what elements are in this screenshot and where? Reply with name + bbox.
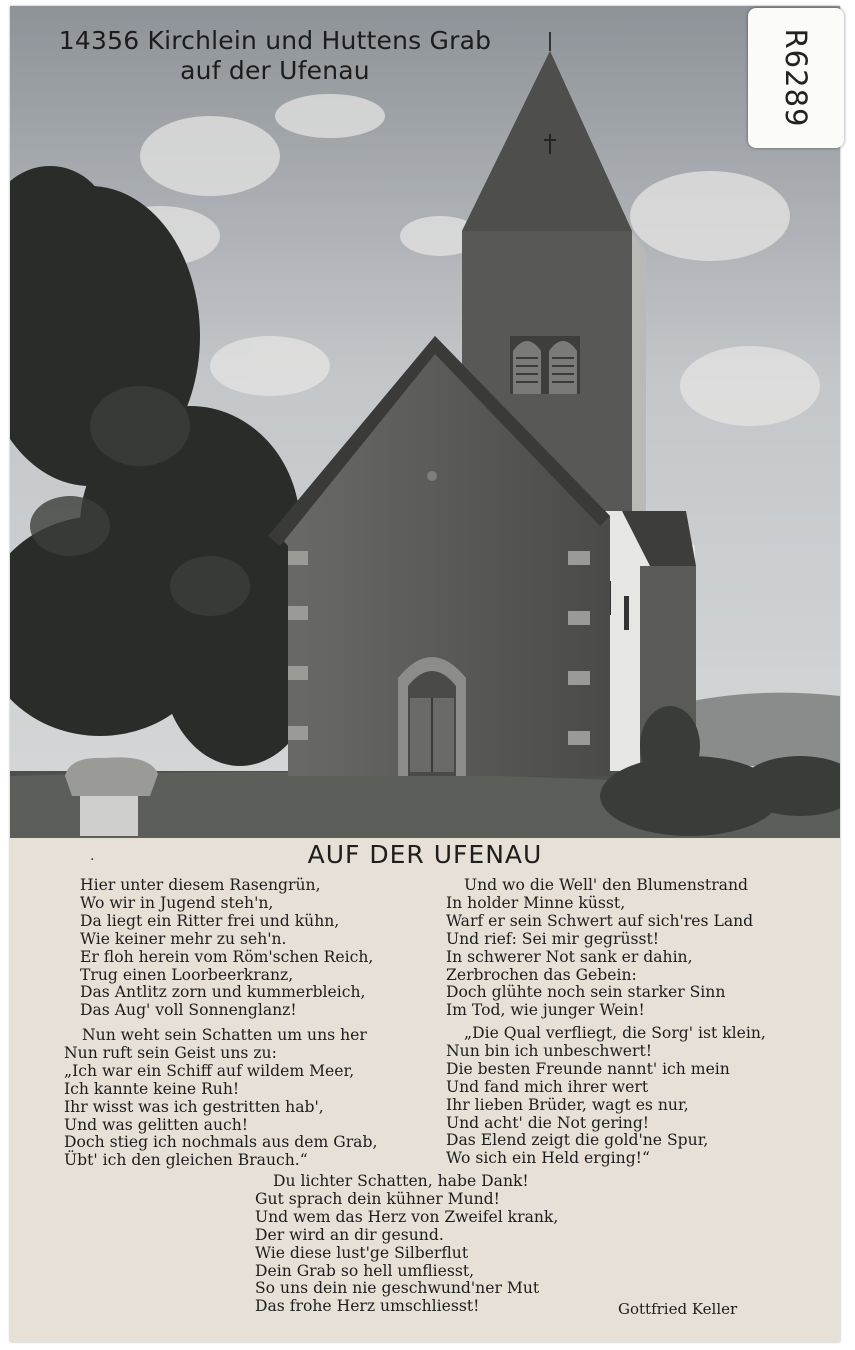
poem-line: Und rief: Sei mir gegrüsst!	[446, 929, 660, 948]
poem-line: Übt' ich den gleichen Brauch.“	[64, 1151, 308, 1170]
poem-line: Ihr wisst was ich gestritten hab',	[64, 1097, 324, 1116]
poem-line: Wie diese lust'ge Silberflut	[255, 1243, 469, 1262]
poem-line: Dein Grab so hell umfliesst,	[255, 1261, 475, 1280]
dot-mark: ·	[90, 852, 95, 868]
inventory-number: R6289	[779, 28, 813, 128]
poem-author: Gottfried Keller	[618, 1300, 738, 1318]
caption-line: 14356 Kirchlein und Huttens Grab	[58, 26, 492, 55]
stanza	[446, 1025, 766, 1168]
poem-line: Zerbrochen das Gebein:	[446, 965, 637, 984]
poem-line: Das Elend zeigt die gold'ne Spur,	[446, 1131, 709, 1150]
photo-caption	[10, 26, 540, 86]
poem-line: Doch glühte noch sein starker Sinn	[446, 983, 726, 1002]
poem-line: In holder Minne küsst,	[446, 893, 626, 912]
stanza	[80, 877, 373, 1020]
stanza	[446, 877, 753, 1020]
poem-line: Ich kannte keine Ruh!	[64, 1079, 240, 1098]
poem-line: Der wird an dir gesund.	[255, 1225, 444, 1244]
poem-line: Wie keiner mehr zu seh'n.	[80, 929, 287, 948]
poem-line: Das Antlitz zorn und kummerbleich,	[80, 983, 366, 1002]
poem-line: Wo wir in Jugend steh'n,	[80, 893, 274, 912]
poem-line: Und wo die Well' den Blumenstrand	[464, 876, 748, 894]
poem-line: Du lichter Schatten, habe Dank!	[273, 1172, 529, 1190]
poem-line: Wo sich ein Held erging!“	[446, 1149, 650, 1168]
poem-line: Nun bin ich unbeschwert!	[446, 1041, 653, 1060]
inventory-label	[748, 8, 844, 148]
poem-line: „Ich war ein Schiff auf wildem Meer,	[64, 1061, 355, 1080]
poem-line: Nun ruft sein Geist uns zu:	[64, 1043, 277, 1062]
caption-line: auf der Ufenau	[180, 56, 370, 85]
stanza	[255, 1173, 558, 1316]
poem-line: Das Aug' voll Sonnenglanz!	[80, 1001, 297, 1020]
stanza	[64, 1027, 377, 1170]
poem-line: Das frohe Herz umschliesst!	[255, 1297, 480, 1316]
poem-line: Ihr lieben Brüder, wagt es nur,	[446, 1095, 689, 1114]
poem-line: Gut sprach dein kühner Mund!	[255, 1189, 500, 1208]
poem-line: Und wem das Herz von Zweifel krank,	[255, 1207, 559, 1226]
poem-line: Die besten Freunde nannt' ich mein	[446, 1059, 730, 1078]
poem-title: AUF DER UFENAU	[307, 840, 543, 869]
church-photograph	[10, 6, 840, 838]
poem-line: „Die Qual verfliegt, die Sorg' ist klein,	[464, 1024, 766, 1042]
poem-line: Und acht' die Not gering!	[446, 1113, 650, 1132]
poem-line: Trug einen Loorbeerkranz,	[80, 965, 294, 984]
poem-line: Nun weht sein Schatten um uns her	[82, 1026, 367, 1044]
poem-line: Doch stieg ich nochmals aus dem Grab,	[64, 1133, 378, 1152]
poem-line: Da liegt ein Ritter frei und kühn,	[80, 911, 340, 930]
poem-line: Und was gelitten auch!	[64, 1115, 249, 1134]
poem-line: Hier unter diesem Rasengrün,	[80, 876, 321, 894]
poem-line: So uns dein nie geschwund'ner Mut	[255, 1279, 540, 1298]
poem-line: Im Tod, wie junger Wein!	[446, 1001, 645, 1020]
poem-line: Und fand mich ihrer wert	[446, 1077, 649, 1096]
poem-line: Warf er sein Schwert auf sich'res Land	[446, 911, 754, 930]
poem-line: In schwerer Not sank er dahin,	[446, 947, 693, 966]
poem-line: Er floh herein vom Röm'schen Reich,	[80, 947, 374, 966]
